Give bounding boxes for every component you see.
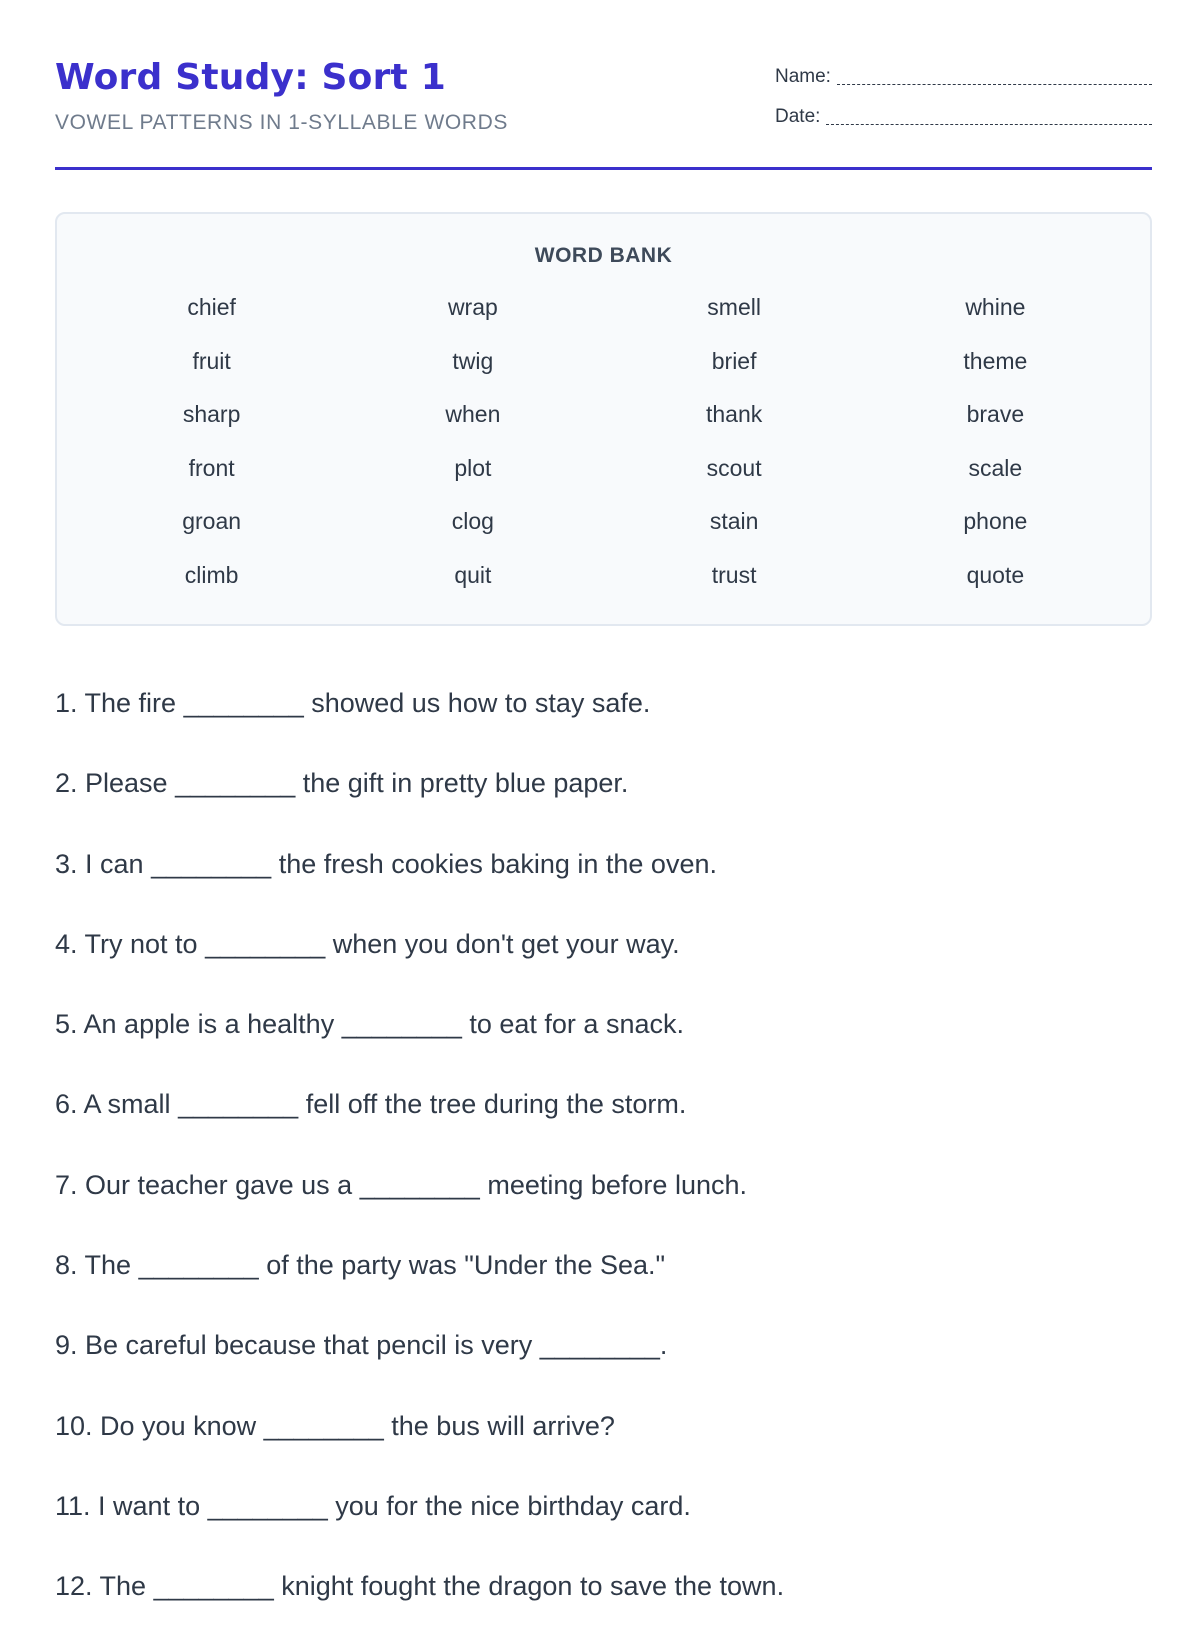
word-bank (55, 212, 1152, 626)
sentence-text-after: you for the nice birthday card. (327, 1490, 691, 1521)
sentence-item (55, 1086, 1152, 1166)
sentence-item (55, 765, 1152, 845)
name-field[interactable] (775, 62, 1152, 88)
word-bank-word: clog (451, 508, 494, 534)
word-bank-word: when (445, 401, 501, 427)
sentence-text-before: 7. Our teacher gave us a (55, 1169, 360, 1200)
word-bank-word: twig (452, 347, 494, 374)
word-bank-word: trust (711, 561, 757, 588)
sentence-item (55, 1167, 1152, 1247)
sentence-item (55, 1488, 1152, 1568)
answer-blank[interactable]: ________ (341, 1009, 462, 1040)
name-label: Name: (775, 66, 831, 87)
word-bank-word: quote (966, 561, 1025, 588)
word-bank-word: theme (963, 347, 1028, 374)
word-bank-word: front (188, 454, 235, 481)
sentence-text-after: the fresh cookies baking in the oven. (271, 848, 717, 879)
word-bank-word: climb (184, 561, 239, 588)
answer-blank[interactable]: ________ (207, 1490, 328, 1521)
sentence-item (55, 1568, 1152, 1648)
sentence-text-after: the bus will arrive? (383, 1410, 615, 1441)
sentence-text-after: the gift in pretty blue paper. (295, 768, 629, 799)
sentence-item (55, 1006, 1152, 1086)
word-bank-word: wrap (447, 294, 498, 320)
answer-blank[interactable]: ________ (539, 1330, 660, 1361)
word-bank-word: whine (965, 294, 1026, 320)
sentence-item (55, 926, 1152, 1006)
sentence-text-before: 11. I want to (55, 1490, 208, 1521)
answer-blank[interactable]: ________ (205, 928, 326, 959)
word-bank-title: WORD BANK (534, 244, 673, 267)
worksheet-header (55, 52, 1152, 170)
sentence-text-after: when you don't get your way. (325, 928, 680, 959)
answer-blank[interactable]: ________ (359, 1169, 480, 1200)
word-bank-word: plot (454, 454, 492, 481)
sentence-text-before: 8. The (55, 1250, 139, 1281)
page-title: Word Study: Sort 1 (55, 57, 446, 98)
answer-blank[interactable]: ________ (183, 688, 304, 718)
date-write-line[interactable] (826, 124, 1152, 125)
answer-blank[interactable]: ________ (151, 848, 272, 879)
page-subtitle: VOWEL PATTERNS IN 1-SYLLABLE WORDS (55, 111, 508, 134)
sentence-text-before: 2. Please (55, 768, 176, 799)
sentence-text-before: 12. The (55, 1571, 154, 1602)
sentence-item (55, 1247, 1152, 1327)
sentence-text-before: 3. I can (55, 848, 152, 879)
date-field[interactable] (775, 102, 1152, 128)
answer-blank[interactable]: ________ (153, 1571, 274, 1602)
worksheet-page (55, 0, 1152, 1600)
word-bank-word: thank (705, 401, 763, 427)
sentence-item (55, 846, 1152, 926)
sentence-text-after: to eat for a snack. (461, 1009, 684, 1040)
sentence-text-after: showed us how to stay safe. (303, 688, 651, 718)
word-bank-word: sharp (182, 401, 241, 427)
answer-blank[interactable]: ________ (263, 1410, 384, 1441)
sentence-text-after: fell off the tree during the storm. (298, 1089, 687, 1120)
word-bank-word: scout (706, 454, 762, 481)
sentence-text-after: meeting before lunch. (479, 1169, 747, 1200)
sentence-text-before: 6. A small (55, 1089, 179, 1120)
sentence-text-after: knight fought the dragon to save the town. (273, 1571, 785, 1602)
answer-blank[interactable]: ________ (178, 1089, 299, 1120)
word-bank-grid (81, 292, 1126, 613)
student-info-fields (775, 62, 1152, 142)
word-bank-word: chief (187, 294, 236, 320)
sentence-text-before: 10. Do you know (55, 1410, 264, 1441)
name-write-line[interactable] (837, 84, 1152, 85)
sentence-item (55, 1408, 1152, 1488)
sentence-text-before: 4. Try not to (55, 928, 206, 959)
sentence-text-before: 9. Be careful because that pencil is very (55, 1330, 540, 1361)
word-bank-word: phone (963, 508, 1028, 534)
sentence-item (55, 1327, 1152, 1407)
answer-blank[interactable]: ________ (138, 1250, 259, 1281)
word-bank-word: brave (966, 401, 1025, 427)
word-bank-word: quit (454, 561, 492, 588)
date-label: Date: (775, 106, 821, 127)
sentence-list (55, 685, 1152, 1649)
sentence-text-after: of the party was "Under the Sea." (258, 1250, 666, 1281)
sentence-item (55, 685, 1152, 765)
word-bank-word: stain (709, 508, 759, 534)
word-bank-word: scale (968, 454, 1023, 481)
header-divider (55, 167, 1152, 170)
sentence-text-before: 1. The fire (55, 688, 184, 718)
sentence-text-before: 5. An apple is a healthy (55, 1009, 342, 1040)
word-bank-word: brief (711, 347, 757, 374)
word-bank-word: fruit (192, 347, 231, 374)
word-bank-word: groan (182, 508, 242, 534)
answer-blank[interactable]: ________ (175, 768, 296, 799)
sentence-text-after: . (659, 1330, 668, 1361)
word-bank-word: smell (707, 294, 761, 320)
